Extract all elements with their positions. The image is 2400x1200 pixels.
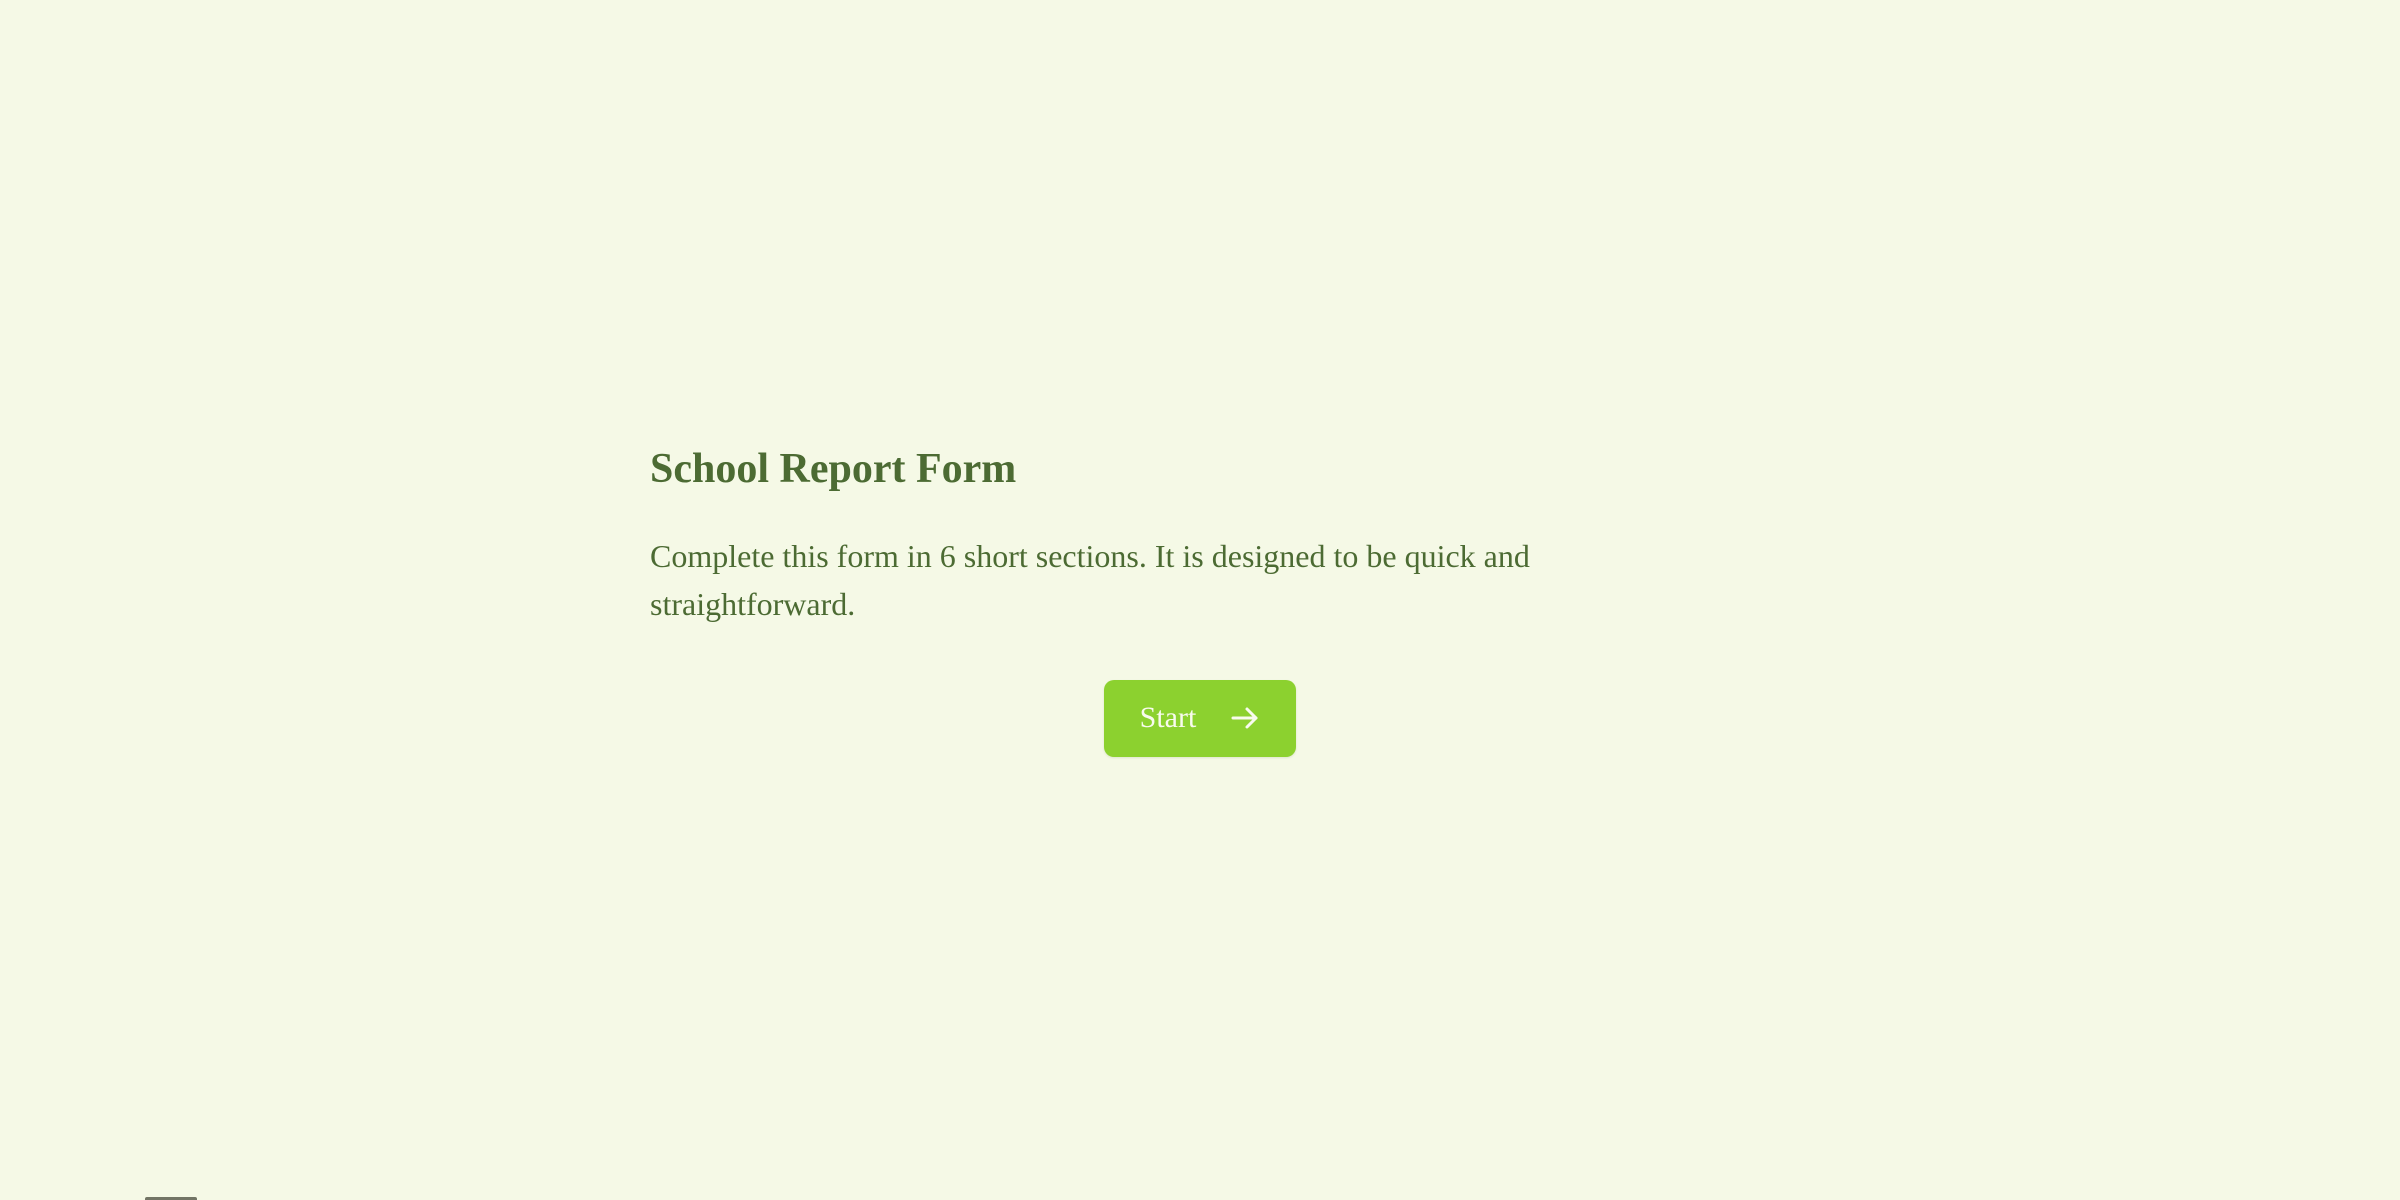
start-button-row — [650, 680, 1750, 757]
form-title: School Report Form — [650, 446, 1017, 493]
form-description-line-1: Complete this form in 6 short sections. It is designed to be quick and — [650, 537, 1530, 574]
arrow-right-icon — [1230, 705, 1260, 731]
form-intro-block — [650, 443, 1750, 757]
start-button-label: Start — [1139, 701, 1197, 735]
start-button[interactable] — [1104, 680, 1297, 757]
form-description — [650, 532, 1750, 628]
form-description-line-2: straightforward. — [650, 585, 856, 622]
